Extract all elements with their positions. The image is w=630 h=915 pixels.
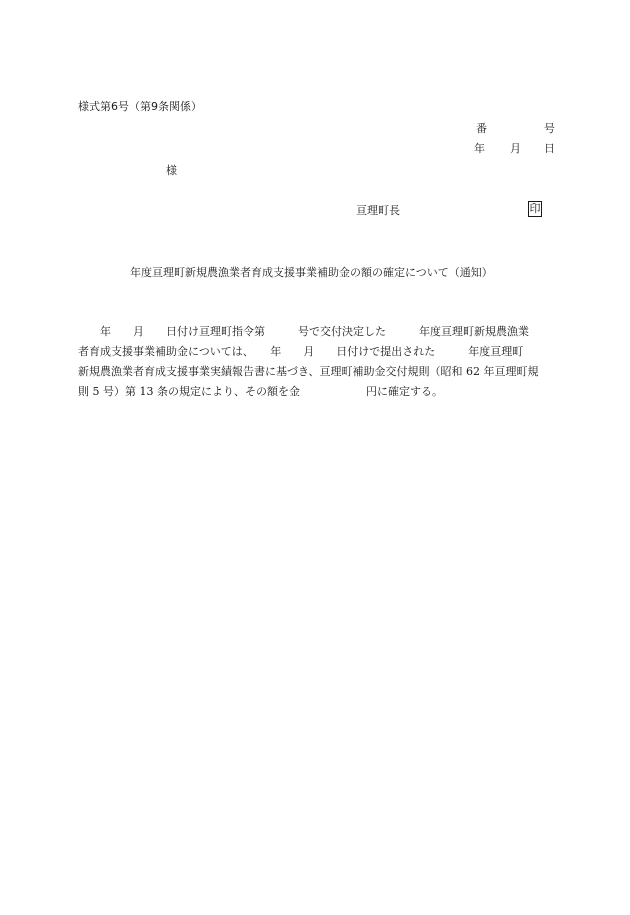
body-paragraph [78,322,558,402]
body-line: 則 5 号）第 13 条の規定により、その額を金 円に確定する。 [78,385,443,398]
body-line: 年 月 日付け亘理町指令第 号で交付決定した 年度亘理町新規農漁業 [78,325,529,338]
date-year-label: 年 [474,142,485,155]
document-number-go-label: 号 [544,122,555,135]
issuer-title: 亘理町長 [356,204,400,217]
document-number-ban-label: 番 [476,122,487,135]
recipient-honorific: 様 [166,164,177,177]
body-line: 者育成支援事業補助金については、 年 月 日付けで提出された 年度亘理町 [78,345,524,358]
date-month-label: 月 [510,142,521,155]
body-line: 新規農漁業者育成支援事業実績報告書に基づき、亘理町補助金交付規則（昭和 62 年亘理町規 [78,365,539,378]
date-day-label: 日 [544,142,555,155]
seal-stamp: 印 [529,202,541,215]
subject-line: 年度亘理町新規農漁業者育成支援事業補助金の額の確定について（通知） [130,266,493,279]
form-number: 様式第6号（第9条関係） [78,100,202,113]
